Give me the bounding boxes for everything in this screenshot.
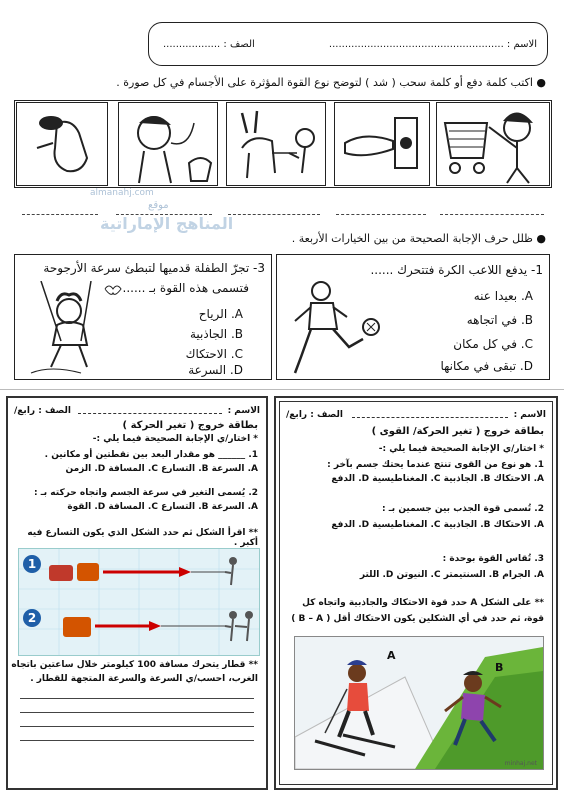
mcq1-option-b[interactable]: B. في اتجاهه xyxy=(466,313,533,327)
left-card-q3: ** اقرأ الشكل ثم حدد الشكل الذي يكون التسارع فيه أكبر . xyxy=(27,528,258,548)
right-card-q4b: قوة، ثم حدد في أي الشكلين يكون الاحتكاك أقل ( B – A ) xyxy=(291,614,544,624)
picture-shopping-cart xyxy=(436,102,550,186)
acceleration-figure xyxy=(18,548,260,656)
q1-instruction: ● اكتب كلمة دفع أو كلمة سحب ( شد ) لتوضح نوع القوة المؤثرة على الأجسام في كل صورة . xyxy=(116,76,546,89)
mcq3-option-b[interactable]: B. الجاذبية xyxy=(190,327,243,341)
friction-figure xyxy=(294,636,544,770)
watermark-main: المناهج الإماراتية xyxy=(100,214,234,233)
right-card-instruction: * اختار/ي الإجابة الصحيحة فيما يلي :- xyxy=(378,444,544,454)
mcq1-option-a[interactable]: A. بعيدا عنه xyxy=(473,289,533,303)
class-label: الصف : .................. xyxy=(163,39,255,50)
right-card-q2: 2. تُسمى قوة الجذب بين جسمين بـ : xyxy=(382,504,544,514)
header-box xyxy=(148,22,548,66)
mcq1-box xyxy=(276,254,550,380)
left-card-q4b: الغرب، احسب/ي السرعة والسرعة المتجهة للقطار . xyxy=(30,674,258,684)
exit-card-left xyxy=(6,396,268,790)
watermark-mid: موقع xyxy=(148,200,169,211)
right-card-q3-options[interactable]: A. الجرام B. السنتيمتر C. النيوتن D. اللتر xyxy=(359,570,544,580)
mcq3-box xyxy=(14,254,272,380)
figure-marker-1: 1 xyxy=(23,555,41,573)
left-card-answer-line-4[interactable] xyxy=(20,740,254,741)
left-card-title: بطاقة خروج ( تغير الحركة ) xyxy=(122,420,258,431)
figure-label-a: A xyxy=(387,649,396,662)
q2-instruction: ● ظلل حرف الإجابة الصحيحة من بين الخيارات الأربعة . xyxy=(291,232,546,245)
mcq3-option-a[interactable]: A. الرياح xyxy=(198,307,243,321)
left-card-answer-line-3[interactable] xyxy=(20,726,254,727)
right-card-q2-options[interactable]: A. الاحتكاك B. الجاذبية C. المغناطيسية D. الدفع xyxy=(331,520,544,530)
figure-credit: minhaj.net xyxy=(504,760,537,767)
left-card-name: الاسم : xyxy=(227,406,260,416)
right-card-q3: 3. تُقاس القوة بوحدة : xyxy=(442,554,544,564)
mcq3-question-2: فتسمى هذه القوة بـ ...... xyxy=(122,281,249,295)
left-card-class: الصف : رابع/ xyxy=(14,406,71,416)
left-card-name-line[interactable] xyxy=(78,413,222,414)
right-card-q4: ** على الشكل A حدد قوة الاحتكاك والجاذبية واتجاه كل xyxy=(302,598,544,608)
left-card-q4: ** قطار يتحرك مسافة 100 كيلومتر خلال ساعتين باتجاه xyxy=(11,660,258,670)
bullet-icon: ● xyxy=(532,76,546,89)
right-card-name: الاسم : xyxy=(513,410,546,420)
swing-girl-image xyxy=(21,281,131,377)
left-card-answer-line-2[interactable] xyxy=(20,712,254,713)
mcq1-option-d[interactable]: D. تبقى في مكانها xyxy=(440,359,533,373)
mcq3-option-d[interactable]: D. السرعة xyxy=(188,363,243,377)
picture-button-press xyxy=(334,102,430,186)
mcq3-option-c[interactable]: C. الاحتكاك xyxy=(185,347,243,361)
left-card-q2: 2. يُسمى التغير في سرعة الجسم واتجاه حركته بـ : xyxy=(33,488,258,498)
mcq1-option-c[interactable]: C. في كل مكان xyxy=(453,337,533,351)
exit-card-right xyxy=(274,396,558,790)
answer-line-4[interactable] xyxy=(336,214,426,215)
figure-marker-2: 2 xyxy=(23,609,41,627)
section-divider xyxy=(0,389,564,390)
name-label: الاسم : ....................................................... xyxy=(328,39,537,50)
bullet-icon: ● xyxy=(532,232,546,245)
right-card-q1: 1. هو نوع من القوى تنتج عندما يحتك جسم بآخر : xyxy=(327,460,544,470)
right-card-q1-options[interactable]: A. الاحتكاك B. الجاذبية C. المغناطيسية D. الدفع xyxy=(331,474,544,484)
mcq1-question: 1- يدفع اللاعب الكرة فتتحرك ...... xyxy=(370,263,543,277)
mcq3-question: 3- تجرّ الطفلة قدميها لتبطئ سرعة الأرجوحة xyxy=(43,261,265,275)
right-card-name-line[interactable] xyxy=(352,417,508,418)
left-card-q1: 1. ______ هو مقدار البعد بين نقطتين أو مكانين . xyxy=(44,450,258,460)
right-card-class: الصف : رابع/ xyxy=(286,410,343,420)
answer-line-5[interactable] xyxy=(440,214,544,215)
picture-girl-toy xyxy=(118,102,218,186)
picture-donkey-pull xyxy=(226,102,326,186)
soccer-player-image xyxy=(281,277,385,377)
left-card-q2-options[interactable]: A. السرعة B. التسارع C. المسافة D. القوة xyxy=(67,502,258,512)
left-card-answer-line-1[interactable] xyxy=(20,698,254,699)
right-card-title: بطاقة خروج ( تغير الحركة/ القوى ) xyxy=(371,426,544,437)
figure-label-b: B xyxy=(495,661,504,674)
watermark-url: almanahj.com xyxy=(90,188,154,198)
left-card-instruction: * اختار/ي الإجابة الصحيحة فيما يلي :- xyxy=(92,434,258,444)
left-card-q1-options[interactable]: A. السرعة B. التسارع C. المسافة D. الزمن xyxy=(65,464,258,474)
picture-finger-press xyxy=(16,102,108,186)
